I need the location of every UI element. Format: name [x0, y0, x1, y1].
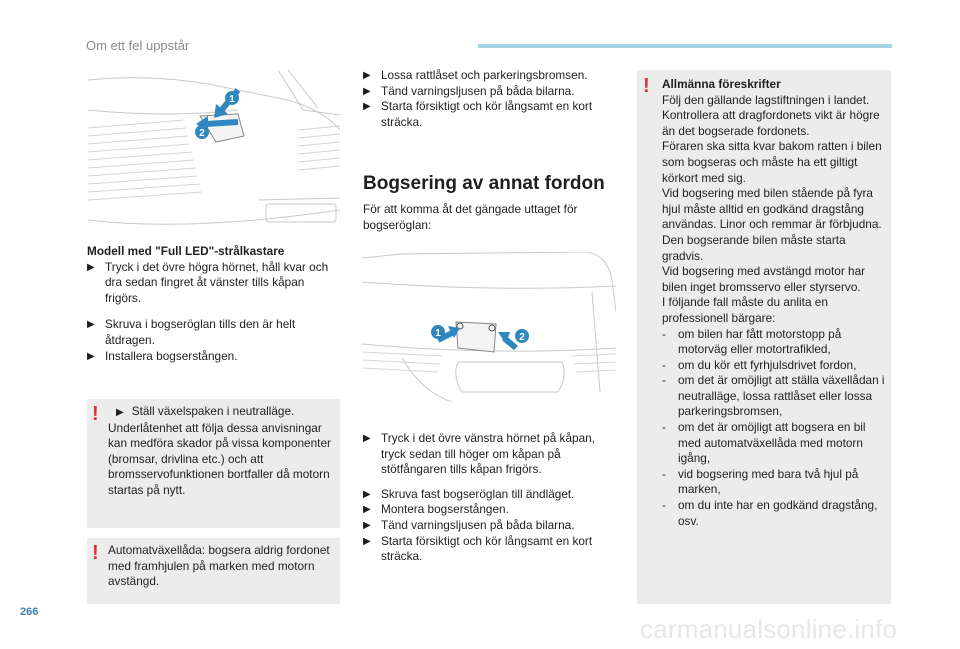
rules-paragraph: I följande fall måste du anlita en professionell bärgare: [662, 295, 828, 325]
list-item: - om bilen har fått motorstopp på motorväg eller motortrafikled, [662, 326, 842, 357]
rules-paragraph: Föraren ska sitta kvar bakom ratten i bilen som bogseras och måste ha ett giltigt körkort med sig. [662, 139, 882, 185]
rear-bumper-illustration [362, 252, 616, 402]
bullet-icon: ▶ [87, 319, 95, 331]
list-item: - om det är omöjligt att bogsera en bil med automatväxellåda med motorn igång, [662, 420, 866, 466]
instruction-step: ▶ Tänd varningsljusen på båda bilarna. [363, 517, 575, 532]
bullet-icon: ▶ [87, 261, 95, 273]
general-rules-text [662, 77, 886, 529]
bullet-icon: ▶ [363, 70, 371, 81]
list-item: - om det är omöjligt att ställa växellådan i neutralläge, lossa rattlåset eller lossa parkeringsbromsen, [662, 373, 885, 419]
warning-text-neutral [108, 404, 336, 499]
rules-title: Allmänna föreskrifter [662, 77, 781, 91]
bullet-icon: ▶ [363, 519, 371, 531]
list-item: - om du inte har en godkänd dragstång, osv. [662, 498, 878, 528]
callout-label-1: 1 [229, 94, 235, 105]
figure-caption: Modell med "Full LED"-strålkastare [87, 244, 285, 258]
bullet-icon: ▶ [363, 488, 371, 500]
instruction-step: ▶ Installera bogserstången. [87, 348, 238, 363]
front-bumper-illustration [88, 70, 340, 240]
header-accent-bar [478, 44, 892, 48]
arrow-slide-left-icon [206, 122, 238, 124]
section-title: Bogsering av annat fordon [363, 173, 605, 194]
bullet-icon: ▶ [363, 504, 371, 516]
middle-bottom-steps [363, 431, 611, 565]
warning-step: ▶ Ställ växelspaken i neutralläge. [116, 404, 295, 418]
instruction-step: ▶ Skruva i bogseröglan tills den är helt åtdragen. [87, 317, 296, 347]
bullet-icon: ▶ [363, 85, 371, 97]
rules-paragraph: Den bogserande bilen måste starta gradvis. [662, 232, 846, 263]
warning-icon: ! [643, 75, 650, 97]
warning-icon: ! [92, 542, 99, 564]
bullet-icon: ▶ [116, 407, 124, 418]
rules-paragraph: Vid bogsering med bilen stående på fyra hjul måste alltid en godkänd dragstång användas. Linor och remmar är förbjudna. [662, 186, 882, 232]
instruction-step: ▶ Tryck i det övre högra hörnet, håll kvar och dra sedan fingret åt vänster tills kåpan frigörs. [87, 259, 329, 305]
left-instructions [87, 244, 339, 364]
callout-label-1: 1 [435, 328, 441, 339]
bullet-icon: ▶ [363, 433, 371, 444]
warning-body: Underlåtenhet att följa dessa anvisningar kan medföra skador på vissa komponenter (bromsar, drivlina etc.) och att bromsservofunktionen bortfaller då motorn startas på nytt. [108, 420, 331, 497]
instruction-step: ▶ Starta försiktigt och kör långsamt en kort sträcka. [363, 99, 593, 129]
instruction-step: ▶ Montera bogserstången. [363, 502, 509, 517]
warning-icon: ! [92, 403, 99, 425]
bullet-icon: ▶ [87, 350, 95, 362]
list-item: - vid bogsering med bara två hjul på marken, [662, 466, 859, 497]
watermark: carmanualsonline.info [640, 614, 898, 644]
page-number: 266 [20, 606, 39, 618]
instruction-step: ▶ Skruva fast bogseröglan till ändläget. [363, 486, 575, 501]
section-header-title: Om ett fel uppstår [86, 38, 190, 53]
rules-paragraph: Vid bogsering med avstängd motor har bilen inget bromsservo eller styrservo. [662, 264, 866, 294]
instruction-step: ▶ Lossa rattlåset och parkeringsbromsen. [363, 68, 588, 82]
instruction-step: ▶ Tryck i det övre vänstra hörnet på kåpan, tryck sedan till höger om kåpan på stötfångaren tills kåpan frigörs. [363, 431, 595, 477]
instruction-step: ▶ Starta försiktigt och kör långsamt en kort sträcka. [363, 533, 593, 564]
middle-top-steps [363, 68, 613, 130]
bullet-icon: ▶ [363, 535, 371, 547]
instruction-step: ▶ Tänd varningsljusen på båda bilarna. [363, 83, 575, 98]
warning-text-automatic [108, 543, 338, 590]
warning-body: Automatväxellåda: bogsera aldrig fordonet med framhjulen på marken med motorn avstängd. [108, 543, 330, 589]
bullet-icon: ▶ [363, 101, 371, 113]
section-intro: För att komma åt det gängade uttaget för bogseröglan: [363, 202, 578, 232]
list-item: - om du kör ett fyrhjulsdrivet fordon, [662, 357, 857, 372]
callout-label-2: 2 [199, 128, 205, 139]
rules-paragraph: Följ den gällande lagstiftningen i landet. [662, 92, 870, 107]
rules-paragraph: Kontrollera att dragfordonets vikt är högre än det bogserade fordonets. [662, 108, 880, 138]
callout-label-2: 2 [519, 332, 525, 343]
